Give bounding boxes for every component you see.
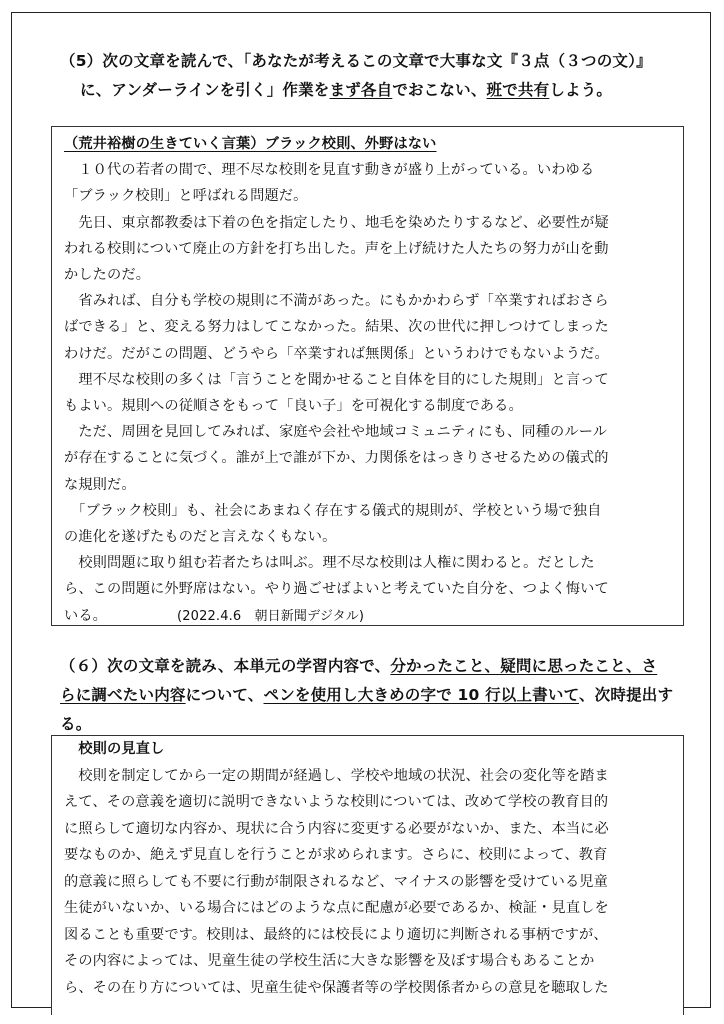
question-5-underlined-each: まず各自 bbox=[329, 81, 393, 99]
rules-review-line: 的意義に照らしても不要に行動が制限されるなど、マイナスの影響を受けている児童 bbox=[64, 873, 608, 890]
question-6 bbox=[60, 652, 680, 739]
article-title: （荒井裕樹の生きていく言葉）ブラック校則、外野はない bbox=[64, 136, 437, 152]
article-line: われる校則について廃止の方針を打ち出した。声を上げ続けた人たちの努力が山を動 bbox=[64, 240, 609, 257]
question-5-text: しよう。 bbox=[549, 81, 613, 99]
article-line: 「ブラック校則」と呼ばれる問題だ。 bbox=[64, 188, 308, 205]
article-box bbox=[51, 126, 684, 626]
rules-review-line: 校則を制定してから一定の期間が経過し、学校や地域の状況、社会の変化等を踏ま bbox=[64, 767, 609, 784]
article-line: かしたのだ。 bbox=[64, 267, 151, 284]
question-5-text: に、アンダーラインを引く」作業を bbox=[80, 81, 330, 99]
question-5-line-2 bbox=[60, 76, 680, 105]
question-6-text: について、 bbox=[185, 686, 264, 704]
article-line: な規則だ。 bbox=[64, 476, 136, 493]
question-5-line-1: （5）次の文章を読んで、「あなたが考えるこの文章で大事な文『３点（３つの文）』 bbox=[60, 52, 652, 70]
question-6-line-3: る。 bbox=[60, 715, 92, 733]
article-last-line bbox=[64, 603, 683, 630]
question-5-text: でおこない、 bbox=[392, 81, 487, 99]
question-6-text: 、次時提出す bbox=[578, 686, 674, 704]
article-line: もよい。規則への従順さをもって「良い子」を可視化する制度である。 bbox=[64, 398, 523, 415]
rules-review-body bbox=[64, 763, 683, 1002]
question-6-line-1 bbox=[60, 652, 680, 681]
question-6-text: （６）次の文章を読み、本単元の学習内容で、 bbox=[60, 657, 391, 675]
rules-review-title: 校則の見直し bbox=[64, 741, 165, 757]
rules-review-line: えて、その意義を適切に説明できないような校則については、改めて学校の教育目的 bbox=[64, 794, 609, 810]
question-6-underlined-research: らに調べたい内容 bbox=[60, 686, 186, 704]
rules-review-line: その内容によっては、児童生徒の学校生活に大きな影響を及ぼす場合もあることか bbox=[64, 953, 595, 969]
rules-review-line: 図ることも重要です。校則は、最終的には校長により適切に判断される事柄ですが、 bbox=[64, 926, 608, 943]
rules-review-box bbox=[51, 735, 684, 1015]
rules-review-line: ら、その在り方については、児童生徒や保護者等の学校関係者からの意見を聴取した bbox=[64, 979, 609, 996]
article-line: ばできる」と、変える努力はしてこなかった。結果、次の世代に押しつけてしまった bbox=[64, 319, 609, 336]
rules-review-line: 要なものか、絶えず見直しを行うことが求められます。さらに、校則によって、教育 bbox=[64, 847, 608, 863]
article-last-text: いる。 bbox=[64, 607, 108, 624]
rules-review-line: に照らして適切な内容か、現状に合う内容に変更する必要がないか、また、本当に必 bbox=[64, 820, 609, 837]
article-line: 校則問題に取り組む若者たちは叫ぶ。理不尽な校則は人権に関わると。だとした bbox=[64, 555, 595, 572]
article-line: ら、この問題に外野席はない。やり過ごせばよいと考えていた自分を、つよく悔いて bbox=[64, 581, 609, 598]
question-6-underlined-instructions: ペンを使用し大きめの字で 10 行以上書いて bbox=[263, 686, 579, 704]
article-line: が存在することに気づく。誰が上で誰が下か、力関係をはっきりさせるための儀式的 bbox=[64, 450, 609, 467]
article-line: の進化を遂げたものだと言えなくもない。 bbox=[64, 529, 337, 546]
question-6-underlined-topics: 分かったこと、疑問に思ったこと、さ bbox=[390, 657, 658, 675]
question-5 bbox=[60, 47, 680, 105]
article-body bbox=[64, 157, 683, 602]
question-6-line-2 bbox=[60, 681, 680, 710]
article-line: ただ、周囲を見回してみれば、家庭や会社や地域コミュニティにも、同種のルール bbox=[64, 424, 608, 441]
article-source: (2022.4.6 朝日新聞デジタル) bbox=[177, 608, 365, 624]
rules-review-line: 生徒がいないか、いる場合にはどのような点に配慮が必要であるか、検証・見直しを bbox=[64, 900, 609, 916]
article-line: 「ブラック校則」も、社会にあまねく存在する儀式的規則が、学校という場で独自 bbox=[64, 502, 602, 519]
question-5-underlined-share: 班で共有 bbox=[486, 81, 550, 99]
article-line: １０代の若者の間で、理不尽な校則を見直す動きが盛り上がっている。いわゆる bbox=[64, 162, 595, 179]
article-line: 先日、東京都教委は下着の色を指定したり、地毛を染めたりするなど、必要性が疑 bbox=[64, 214, 609, 231]
article-line: わけだ。だがこの問題、どうやら「卒業すれば無関係」というわけでもないようだ。 bbox=[64, 345, 609, 362]
article-line: 理不尽な校則の多くは「言うことを聞かせること自体を目的にした規則」と言って bbox=[64, 371, 609, 388]
article-line: 省みれば、自分も学校の規則に不満があった。にもかかわらず「卒業すればおさら bbox=[64, 293, 609, 310]
